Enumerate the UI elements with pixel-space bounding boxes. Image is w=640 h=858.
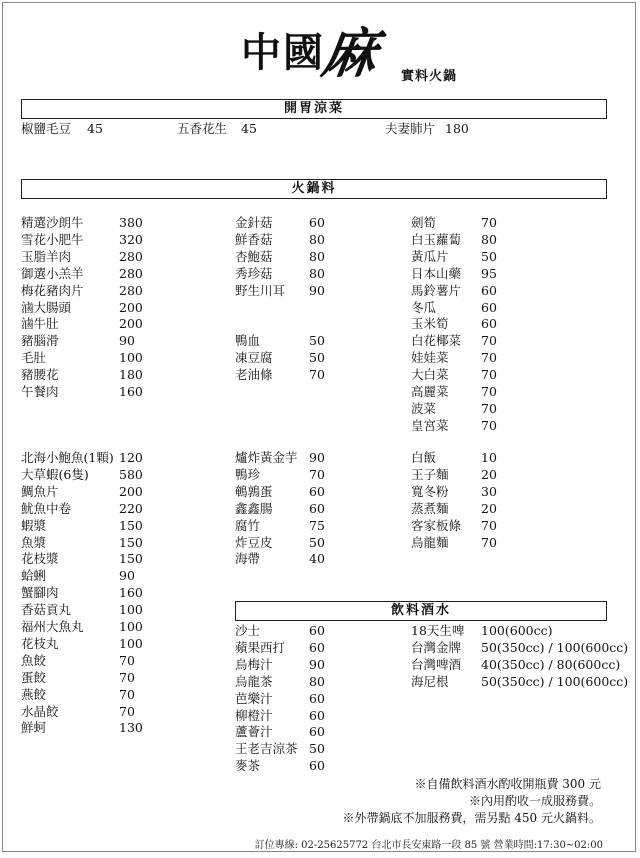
logo-subtitle: 實料火鍋 [401, 69, 458, 84]
menu-item-price: 90 [309, 450, 325, 465]
menu-item-price: 380 [119, 215, 143, 230]
menu-item-name: 福州大魚丸 [21, 619, 84, 634]
menu-item-name: 白花椰菜 [411, 333, 462, 349]
menu-item-name: 魷魚中卷 [21, 500, 72, 516]
menu-item-price: 70 [309, 466, 325, 482]
menu-item-price: 45 [87, 121, 103, 136]
menu-item-name: 娃娃菜 [411, 350, 449, 366]
footer-contact: 訂位專線: 02-25625772 台北市長安東路一段 85 號 營業時間:17:30~02:00 [254, 840, 603, 851]
menu-item-price: 60 [309, 707, 325, 723]
menu-item-price: 45 [241, 121, 257, 136]
menu-item-price: 60 [309, 724, 325, 740]
menu-item-price: 80 [309, 231, 325, 247]
menu-item-name: 水晶餃 [21, 703, 59, 719]
menu-item-price: 70 [481, 350, 497, 366]
menu-item-name: 日本山藥 [411, 265, 462, 281]
menu-item-name: 鴨血 [235, 333, 261, 348]
note-takeout: ※外帶鍋底不加服務費，需另點 450 元火鍋料。 [342, 811, 601, 825]
menu-item-name: 波菜 [411, 400, 437, 416]
menu-item-price: 100 [119, 602, 143, 618]
menu-item-name: 香菇貢丸 [21, 602, 72, 618]
menu-item-name: 大白菜 [411, 367, 449, 383]
menu-page [2, 2, 636, 852]
menu-item-price: 200 [119, 483, 143, 499]
menu-item-name: 燕餃 [21, 686, 47, 702]
menu-item-name: 野生川耳 [235, 282, 286, 298]
menu-item-price: 60 [481, 299, 497, 315]
menu-item-name: 冬瓜 [411, 299, 437, 315]
note-service-charge: ※內用酌收一成服務費。 [468, 794, 601, 808]
menu-item-price: 280 [119, 265, 143, 281]
menu-item-name: 劍筍 [411, 215, 437, 230]
menu-item-name: 大草蝦(6隻) [21, 466, 89, 482]
menu-item-price: 50(350cc) / 100(600cc) [481, 639, 629, 655]
menu-item-name: 玉脂羊肉 [21, 248, 72, 264]
menu-item-price: 70 [481, 215, 497, 230]
menu-item-price: 580 [119, 466, 143, 482]
menu-item-price: 90 [309, 282, 325, 298]
menu-item-price: 70 [309, 366, 325, 382]
menu-item-name: 烏龍茶 [235, 673, 273, 689]
menu-item-name: 蛤蜊 [21, 568, 47, 584]
menu-item-price: 60 [481, 316, 497, 332]
menu-item-price: 70 [119, 686, 135, 702]
menu-item-price: 90 [119, 568, 135, 584]
menu-item-price: 100 [119, 350, 143, 366]
menu-item-name: 蒸煮麵 [411, 500, 449, 516]
menu-item-name: 五香花生 [177, 121, 228, 136]
menu-item-name: 花枝漿 [21, 551, 59, 567]
menu-item-name: 客家板條 [411, 517, 462, 533]
menu-item-name: 柳橙汁 [235, 707, 273, 723]
menu-item-price: 50 [309, 534, 325, 550]
menu-item-price: 150 [119, 517, 143, 533]
menu-item-price: 10 [481, 450, 497, 465]
menu-item-price: 70 [481, 534, 497, 550]
menu-item-price: 60 [309, 500, 325, 516]
menu-item-price: 150 [119, 534, 143, 550]
menu-item-price: 180 [445, 121, 469, 136]
menu-item-price: 60 [481, 282, 497, 298]
menu-item-name: 秀珍菇 [235, 265, 273, 281]
menu-item-name: 御選小羔羊 [21, 265, 84, 281]
menu-item-name: 沙士 [235, 623, 261, 638]
menu-item-name: 魚漿 [21, 534, 47, 550]
menu-item-name: 鮮香菇 [235, 231, 273, 247]
menu-item-price: 95 [481, 265, 497, 281]
menu-item-price: 80 [309, 248, 325, 264]
menu-item-price: 180 [119, 367, 143, 383]
menu-item-price: 30 [481, 483, 497, 499]
menu-item-price: 80 [481, 231, 497, 247]
menu-item-name: 海尼根 [411, 673, 449, 689]
menu-item-price: 60 [309, 639, 325, 655]
menu-item-name: 鮮蚵 [21, 720, 47, 736]
menu-item-price: 200 [119, 299, 143, 315]
menu-item-name: 椒鹽毛豆 [21, 121, 72, 136]
menu-item-price: 90 [309, 656, 325, 672]
menu-item-price: 160 [119, 384, 143, 399]
menu-item-name: 豬腦滑 [21, 333, 59, 349]
menu-item-name: 杏鮑菇 [235, 248, 273, 264]
section-appetizers-header: 開胃涼菜 [21, 99, 607, 119]
logo-main-text: 中國 [241, 29, 325, 76]
menu-item-price: 280 [119, 248, 143, 264]
menu-item-price: 70 [481, 417, 497, 433]
menu-item-name: 北海小鮑魚(1顆) [21, 450, 114, 465]
section-drinks-header: 飲料酒水 [235, 601, 607, 621]
menu-item-name: 雪花小肥牛 [21, 231, 84, 247]
menu-item-name: 台灣金牌 [411, 639, 462, 655]
menu-item-name: 夫妻肺片 [385, 121, 436, 136]
menu-item-name: 炸豆皮 [235, 534, 273, 550]
menu-item-price: 80 [309, 265, 325, 281]
menu-item-name: 鯛魚片 [21, 483, 59, 499]
menu-item-name: 馬鈴薯片 [411, 282, 462, 298]
menu-item-price: 60 [309, 623, 325, 638]
menu-item-name: 蝦漿 [21, 517, 47, 533]
menu-item-price: 50 [481, 248, 497, 264]
note-corkage: ※自備飲料酒水酌收開瓶費 300 元 [414, 777, 601, 791]
menu-item-name: 腐竹 [235, 517, 261, 533]
menu-item-price: 70 [119, 669, 135, 685]
menu-item-price: 130 [119, 720, 143, 736]
menu-item-price: 50 [309, 741, 325, 757]
menu-item-price: 100(600cc) [481, 623, 553, 638]
menu-item-price: 50 [309, 349, 325, 365]
menu-item-name: 寬冬粉 [411, 483, 449, 499]
menu-item-name: 滷牛肚 [21, 316, 59, 332]
menu-item-name: 滷大腸頭 [21, 299, 72, 315]
menu-item-price: 50(350cc) / 100(600cc) [481, 673, 629, 689]
menu-item-name: 蛋餃 [21, 669, 47, 685]
menu-item-name: 王子麵 [411, 466, 449, 482]
menu-item-price: 90 [119, 333, 135, 349]
menu-item-price: 70 [119, 652, 135, 668]
menu-item-name: 毛肚 [21, 350, 47, 366]
menu-item-price: 50 [309, 333, 325, 348]
menu-item-price: 220 [119, 500, 143, 516]
menu-item-price: 20 [481, 466, 497, 482]
menu-item-name: 花枝丸 [21, 635, 59, 651]
menu-item-price: 280 [119, 282, 143, 298]
logo-brush-character: 麻 [318, 21, 382, 85]
menu-item-name: 芭樂汁 [235, 690, 273, 706]
menu-item-price: 150 [119, 551, 143, 567]
menu-item-price: 75 [309, 517, 325, 533]
menu-item-name: 麥茶 [235, 758, 261, 774]
menu-item-price: 40 [309, 551, 325, 567]
menu-item-name: 蘋果西打 [235, 639, 286, 655]
menu-item-name: 玉米筍 [411, 316, 449, 332]
menu-item-price: 60 [309, 758, 325, 774]
menu-item-price: 20 [481, 500, 497, 516]
restaurant-logo [241, 9, 481, 89]
menu-item-price: 100 [119, 619, 143, 634]
menu-item-price: 60 [309, 483, 325, 499]
menu-item-name: 魚餃 [21, 652, 47, 668]
menu-item-name: 高麗菜 [411, 384, 449, 399]
menu-item-price: 160 [119, 585, 143, 601]
menu-item-name: 蘆薈汁 [235, 724, 273, 740]
menu-item-price: 100 [119, 635, 143, 651]
menu-item-price: 120 [119, 450, 143, 465]
menu-item-name: 精選沙朗牛 [21, 215, 84, 230]
menu-item-price: 70 [481, 384, 497, 399]
menu-item-name: 王老吉涼茶 [235, 741, 298, 757]
menu-item-name: 鑫鑫腸 [235, 500, 273, 516]
menu-item-price: 70 [119, 703, 135, 719]
menu-item-name: 白飯 [411, 450, 437, 465]
menu-item-price: 320 [119, 231, 143, 247]
menu-item-name: 金針菇 [235, 215, 273, 230]
section-hotpot-header: 火鍋料 [21, 179, 607, 199]
menu-item-name: 鴨珍 [235, 466, 261, 482]
menu-item-price: 200 [119, 316, 143, 332]
menu-item-name: 海帶 [235, 551, 261, 567]
menu-item-name: 蟹腳肉 [21, 585, 59, 601]
menu-item-price: 60 [309, 690, 325, 706]
menu-item-name: 鵪鶉蛋 [235, 483, 273, 499]
menu-item-name: 午餐肉 [21, 384, 59, 399]
menu-item-price: 70 [481, 367, 497, 383]
menu-item-name: 黃瓜片 [411, 248, 449, 264]
menu-item-name: 烏梅汁 [235, 656, 273, 672]
menu-item-name: 爐炸黃金芋 [235, 450, 298, 465]
menu-item-name: 凍豆腐 [235, 349, 273, 365]
menu-item-name: 老油條 [235, 366, 273, 382]
menu-item-name: 烏龍麵 [411, 534, 449, 550]
menu-item-name: 台灣啤酒 [411, 656, 462, 672]
menu-item-name: 18天生啤 [411, 623, 465, 638]
menu-item-price: 70 [481, 517, 497, 533]
menu-item-price: 40(350cc) / 80(600cc) [481, 656, 621, 672]
menu-item-price: 70 [481, 400, 497, 416]
menu-item-name: 白玉蘿蔔 [411, 231, 462, 247]
menu-item-name: 豬腰花 [21, 367, 59, 383]
menu-item-name: 皇宮菜 [411, 417, 449, 433]
menu-item-price: 80 [309, 673, 325, 689]
menu-item-price: 70 [481, 333, 497, 349]
menu-item-name: 梅花豬肉片 [21, 282, 84, 298]
menu-item-price: 60 [309, 215, 325, 230]
